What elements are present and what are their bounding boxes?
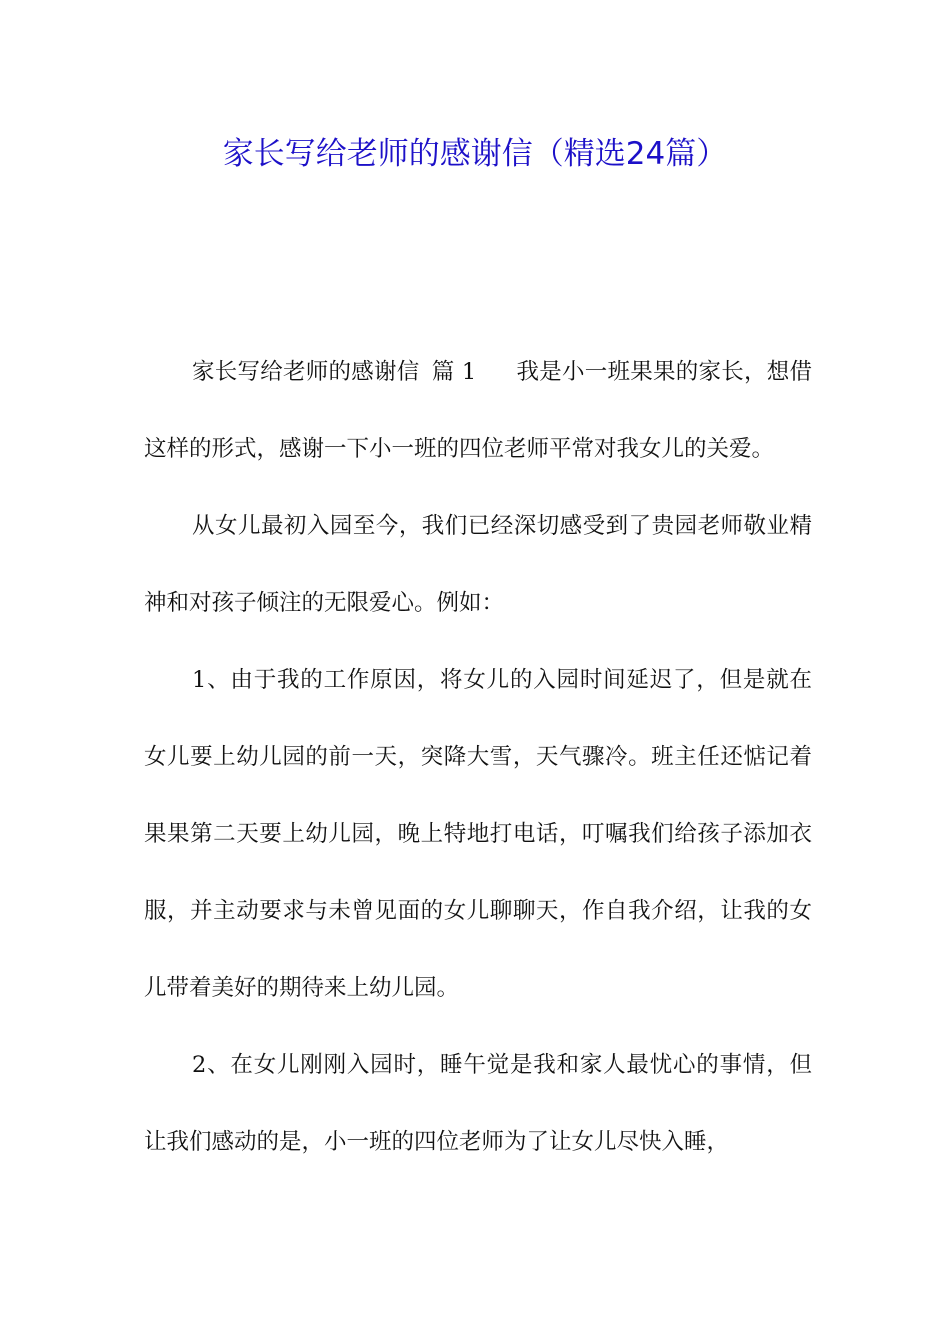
paragraph-2: 从女儿最初入园至今，我们已经深切感受到了贵园老师敬业精神和对孩子倾注的无限爱心。例如：: [144, 513, 812, 616]
document-body: [144, 334, 812, 1181]
paragraph-1-text: 我是小一班果果的家长，想借这样的形式，感谢一下小一班的四位老师平常对我女儿的关爱。: [144, 359, 812, 462]
paragraph-1: [144, 334, 812, 488]
document-title: 家长写给老师的感谢信（精选24篇）: [222, 136, 728, 172]
section-heading: 家长写给老师的感谢信: [192, 359, 420, 385]
paragraph-4: 2、在女儿刚刚入园时，睡午觉是我和家人最忧心的事情，但让我们感动的是，小一班的四位老师为了让女儿尽快入睡，: [144, 1052, 812, 1155]
section-number: 篇 1: [431, 359, 477, 385]
paragraph-3: 1、由于我的工作原因，将女儿的入园时间延迟了，但是就在女儿要上幼儿园的前一天，突降大雪，天气骤冷。班主任还惦记着果果第二天要上幼儿园，晚上特地打电话，叮嘱我们给孩子添加衣服，并主动要求与未曾见面的女儿聊聊天，作自我介绍，让我的女儿带着美好的期待来上幼儿园。: [144, 667, 812, 1001]
